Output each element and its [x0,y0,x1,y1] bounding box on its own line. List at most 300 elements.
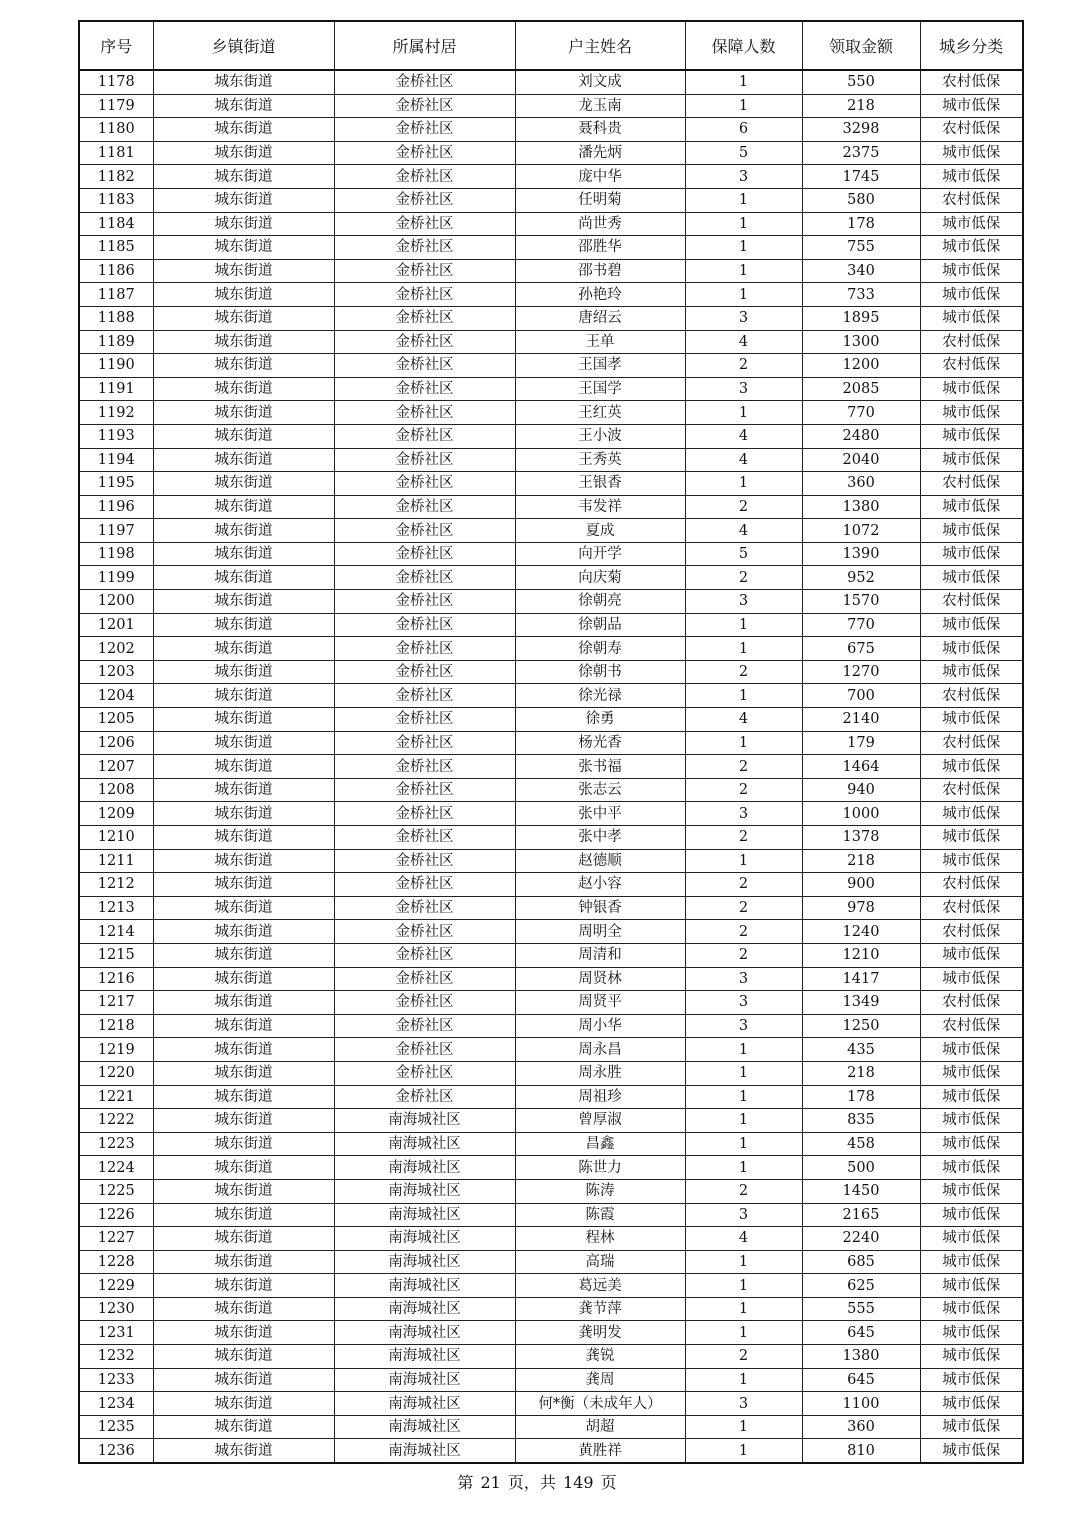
cell-covered-persons: 1 [685,259,802,283]
cell-householder: 何*衡（未成年人） [515,1392,685,1416]
cell-householder: 王国孝 [515,354,685,378]
cell-householder: 王单 [515,330,685,354]
cell-village: 金桥社区 [334,849,515,873]
cell-category: 城市低保 [920,1227,1023,1251]
cell-village: 金桥社区 [334,613,515,637]
cell-serial: 1229 [79,1274,153,1298]
cell-serial: 1210 [79,826,153,850]
cell-town: 城东街道 [153,306,334,330]
cell-category: 农村低保 [920,991,1023,1015]
cell-covered-persons: 3 [685,991,802,1015]
table-row [79,1297,1023,1321]
cell-village: 金桥社区 [334,731,515,755]
header-village: 所属村居 [334,21,515,70]
cell-covered-persons: 1 [685,849,802,873]
cell-serial: 1224 [79,1156,153,1180]
cell-covered-persons: 2 [685,826,802,850]
cell-covered-persons: 2 [685,1179,802,1203]
cell-covered-persons: 2 [685,943,802,967]
cell-village: 金桥社区 [334,424,515,448]
cell-category: 农村低保 [920,118,1023,142]
cell-village: 南海城社区 [334,1227,515,1251]
table-row [79,1061,1023,1085]
cell-serial: 1187 [79,283,153,307]
cell-town: 城东街道 [153,1038,334,1062]
cell-category: 农村低保 [920,354,1023,378]
cell-amount: 1380 [802,1345,920,1369]
cell-householder: 胡超 [515,1415,685,1439]
cell-town: 城东街道 [153,1109,334,1133]
cell-village: 金桥社区 [334,212,515,236]
cell-town: 城东街道 [153,1415,334,1439]
cell-amount: 218 [802,849,920,873]
cell-category: 城市低保 [920,708,1023,732]
cell-category: 城市低保 [920,1061,1023,1085]
cell-amount: 435 [802,1038,920,1062]
cell-covered-persons: 1 [685,94,802,118]
cell-category: 农村低保 [920,873,1023,897]
cell-category: 城市低保 [920,566,1023,590]
table-row [79,920,1023,944]
cell-village: 南海城社区 [334,1250,515,1274]
cell-town: 城东街道 [153,70,334,94]
table-row [79,943,1023,967]
cell-village: 金桥社区 [334,259,515,283]
cell-town: 城东街道 [153,165,334,189]
cell-householder: 高瑞 [515,1250,685,1274]
cell-category: 城市低保 [920,1321,1023,1345]
cell-village: 金桥社区 [334,755,515,779]
table-row [79,991,1023,1015]
cell-householder: 聂科贵 [515,118,685,142]
cell-covered-persons: 1 [685,1061,802,1085]
cell-amount: 360 [802,1415,920,1439]
cell-covered-persons: 3 [685,306,802,330]
cell-town: 城东街道 [153,354,334,378]
cell-householder: 黄胜祥 [515,1439,685,1463]
cell-householder: 杨光香 [515,731,685,755]
cell-covered-persons: 1 [685,1250,802,1274]
cell-village: 金桥社区 [334,826,515,850]
cell-town: 城东街道 [153,967,334,991]
cell-serial: 1215 [79,943,153,967]
cell-serial: 1200 [79,590,153,614]
cell-town: 城东街道 [153,660,334,684]
cell-covered-persons: 1 [685,613,802,637]
cell-serial: 1223 [79,1132,153,1156]
cell-serial: 1190 [79,354,153,378]
cell-amount: 2040 [802,448,920,472]
cell-covered-persons: 1 [685,1297,802,1321]
cell-amount: 1380 [802,495,920,519]
cell-amount: 770 [802,613,920,637]
cell-town: 城东街道 [153,141,334,165]
cell-householder: 刘文成 [515,70,685,94]
cell-town: 城东街道 [153,259,334,283]
cell-village: 金桥社区 [334,778,515,802]
table-row [79,259,1023,283]
cell-town: 城东街道 [153,94,334,118]
table-row [79,94,1023,118]
cell-amount: 218 [802,94,920,118]
cell-village: 金桥社区 [334,519,515,543]
cell-covered-persons: 1 [685,1321,802,1345]
cell-amount: 1570 [802,590,920,614]
cell-town: 城东街道 [153,566,334,590]
cell-amount: 178 [802,212,920,236]
table-row [79,70,1023,94]
cell-householder: 张志云 [515,778,685,802]
cell-amount: 580 [802,188,920,212]
cell-covered-persons: 1 [685,70,802,94]
cell-householder: 程林 [515,1227,685,1251]
cell-town: 城东街道 [153,991,334,1015]
table-row [79,188,1023,212]
cell-serial: 1221 [79,1085,153,1109]
cell-amount: 2375 [802,141,920,165]
cell-town: 城东街道 [153,236,334,260]
cell-town: 城东街道 [153,1392,334,1416]
cell-category: 城市低保 [920,802,1023,826]
cell-covered-persons: 2 [685,660,802,684]
cell-town: 城东街道 [153,849,334,873]
cell-serial: 1199 [79,566,153,590]
cell-amount: 625 [802,1274,920,1298]
cell-covered-persons: 2 [685,896,802,920]
table-row [79,1392,1023,1416]
cell-householder: 任明菊 [515,188,685,212]
cell-serial: 1208 [79,778,153,802]
cell-serial: 1183 [79,188,153,212]
cell-town: 城东街道 [153,283,334,307]
cell-category: 城市低保 [920,1392,1023,1416]
cell-householder: 周永昌 [515,1038,685,1062]
cell-village: 金桥社区 [334,94,515,118]
cell-category: 城市低保 [920,1085,1023,1109]
cell-householder: 龚明发 [515,1321,685,1345]
table-row [79,519,1023,543]
cell-category: 城市低保 [920,283,1023,307]
cell-village: 南海城社区 [334,1132,515,1156]
cell-covered-persons: 3 [685,1392,802,1416]
cell-category: 农村低保 [920,590,1023,614]
cell-village: 金桥社区 [334,1014,515,1038]
cell-category: 城市低保 [920,1203,1023,1227]
table-row [79,967,1023,991]
table-row [79,849,1023,873]
cell-covered-persons: 2 [685,1345,802,1369]
cell-town: 城东街道 [153,920,334,944]
cell-householder: 潘先炳 [515,141,685,165]
cell-village: 南海城社区 [334,1392,515,1416]
cell-village: 金桥社区 [334,283,515,307]
cell-amount: 1378 [802,826,920,850]
cell-amount: 1250 [802,1014,920,1038]
cell-village: 金桥社区 [334,1038,515,1062]
cell-householder: 龙玉南 [515,94,685,118]
cell-amount: 2240 [802,1227,920,1251]
cell-serial: 1202 [79,637,153,661]
cell-covered-persons: 2 [685,778,802,802]
cell-householder: 钟银香 [515,896,685,920]
table-row [79,165,1023,189]
cell-covered-persons: 1 [685,1274,802,1298]
table-row [79,1156,1023,1180]
cell-householder: 龚周 [515,1368,685,1392]
cell-householder: 周明全 [515,920,685,944]
cell-amount: 2165 [802,1203,920,1227]
header-town: 乡镇街道 [153,21,334,70]
cell-householder: 周永胜 [515,1061,685,1085]
header-category: 城乡分类 [920,21,1023,70]
cell-town: 城东街道 [153,118,334,142]
cell-village: 南海城社区 [334,1368,515,1392]
cell-covered-persons: 1 [685,1132,802,1156]
cell-covered-persons: 3 [685,802,802,826]
cell-serial: 1225 [79,1179,153,1203]
cell-serial: 1196 [79,495,153,519]
cell-serial: 1207 [79,755,153,779]
cell-serial: 1188 [79,306,153,330]
cell-category: 城市低保 [920,1439,1023,1463]
cell-amount: 218 [802,1061,920,1085]
cell-town: 城东街道 [153,1250,334,1274]
cell-householder: 张中平 [515,802,685,826]
cell-category: 城市低保 [920,212,1023,236]
cell-covered-persons: 1 [685,637,802,661]
cell-serial: 1227 [79,1227,153,1251]
cell-category: 城市低保 [920,826,1023,850]
cell-town: 城东街道 [153,212,334,236]
cell-village: 金桥社区 [334,637,515,661]
table-row [79,896,1023,920]
cell-amount: 2085 [802,377,920,401]
cell-householder: 周贤平 [515,991,685,1015]
cell-amount: 458 [802,1132,920,1156]
cell-town: 城东街道 [153,1368,334,1392]
cell-category: 城市低保 [920,1132,1023,1156]
cell-householder: 徐朝品 [515,613,685,637]
cell-category: 城市低保 [920,967,1023,991]
table-row [79,542,1023,566]
cell-category: 城市低保 [920,1250,1023,1274]
cell-householder: 周清和 [515,943,685,967]
cell-householder: 赵小容 [515,873,685,897]
cell-amount: 1270 [802,660,920,684]
cell-amount: 1100 [802,1392,920,1416]
table-row [79,637,1023,661]
cell-householder: 庞中华 [515,165,685,189]
cell-serial: 1234 [79,1392,153,1416]
cell-householder: 张书福 [515,755,685,779]
cell-category: 农村低保 [920,70,1023,94]
cell-amount: 733 [802,283,920,307]
cell-amount: 940 [802,778,920,802]
cell-serial: 1220 [79,1061,153,1085]
cell-serial: 1179 [79,94,153,118]
cell-covered-persons: 2 [685,873,802,897]
cell-householder: 徐勇 [515,708,685,732]
cell-serial: 1219 [79,1038,153,1062]
table-row [79,1345,1023,1369]
cell-householder: 夏成 [515,519,685,543]
cell-category: 城市低保 [920,849,1023,873]
cell-category: 城市低保 [920,660,1023,684]
cell-covered-persons: 3 [685,1203,802,1227]
cell-village: 南海城社区 [334,1297,515,1321]
cell-amount: 685 [802,1250,920,1274]
cell-town: 城东街道 [153,708,334,732]
cell-village: 金桥社区 [334,943,515,967]
cell-amount: 1072 [802,519,920,543]
cell-town: 城东街道 [153,778,334,802]
cell-village: 金桥社区 [334,70,515,94]
table-row [79,566,1023,590]
cell-category: 城市低保 [920,1368,1023,1392]
table-row [79,1203,1023,1227]
cell-covered-persons: 4 [685,448,802,472]
cell-amount: 675 [802,637,920,661]
cell-covered-persons: 1 [685,472,802,496]
cell-covered-persons: 4 [685,1227,802,1251]
cell-covered-persons: 1 [685,731,802,755]
cell-householder: 邵胜华 [515,236,685,260]
cell-village: 金桥社区 [334,118,515,142]
cell-serial: 1191 [79,377,153,401]
cell-category: 城市低保 [920,637,1023,661]
cell-town: 城东街道 [153,1345,334,1369]
table-row [79,755,1023,779]
cell-covered-persons: 2 [685,755,802,779]
cell-category: 城市低保 [920,755,1023,779]
cell-amount: 3298 [802,118,920,142]
table-row [79,708,1023,732]
cell-village: 金桥社区 [334,306,515,330]
cell-village: 金桥社区 [334,991,515,1015]
cell-village: 金桥社区 [334,141,515,165]
page-number-footer: 第 21 页，共 149 页 [457,1473,617,1492]
cell-town: 城东街道 [153,896,334,920]
table-row [79,330,1023,354]
table-row [79,472,1023,496]
cell-category: 城市低保 [920,259,1023,283]
cell-serial: 1235 [79,1415,153,1439]
cell-householder: 徐朝亮 [515,590,685,614]
table-row [79,141,1023,165]
cell-town: 城东街道 [153,401,334,425]
cell-village: 金桥社区 [334,542,515,566]
cell-covered-persons: 3 [685,590,802,614]
cell-serial: 1226 [79,1203,153,1227]
cell-householder: 张中孝 [515,826,685,850]
cell-village: 金桥社区 [334,1061,515,1085]
cell-town: 城东街道 [153,1227,334,1251]
cell-householder: 周贤林 [515,967,685,991]
table-row [79,1415,1023,1439]
cell-amount: 755 [802,236,920,260]
cell-village: 金桥社区 [334,920,515,944]
table-row [79,283,1023,307]
cell-town: 城东街道 [153,330,334,354]
table-row [79,401,1023,425]
table-row [79,377,1023,401]
cell-town: 城东街道 [153,1085,334,1109]
cell-covered-persons: 3 [685,967,802,991]
cell-amount: 1390 [802,542,920,566]
cell-amount: 555 [802,1297,920,1321]
cell-amount: 1200 [802,354,920,378]
cell-householder: 向庆菊 [515,566,685,590]
cell-town: 城东街道 [153,1274,334,1298]
table-row [79,306,1023,330]
cell-covered-persons: 4 [685,519,802,543]
cell-village: 金桥社区 [334,708,515,732]
table-row [79,1085,1023,1109]
table-row [79,1321,1023,1345]
table-header-row [79,21,1023,70]
cell-town: 城东街道 [153,519,334,543]
cell-category: 农村低保 [920,188,1023,212]
cell-amount: 978 [802,896,920,920]
cell-covered-persons: 1 [685,188,802,212]
cell-serial: 1178 [79,70,153,94]
cell-amount: 1240 [802,920,920,944]
cell-town: 城东街道 [153,731,334,755]
cell-village: 金桥社区 [334,448,515,472]
cell-householder: 向开学 [515,542,685,566]
header-covered-persons: 保障人数 [685,21,802,70]
cell-category: 农村低保 [920,1014,1023,1038]
cell-amount: 1464 [802,755,920,779]
table-row [79,613,1023,637]
cell-category: 城市低保 [920,1345,1023,1369]
cell-amount: 645 [802,1368,920,1392]
cell-village: 南海城社区 [334,1203,515,1227]
header-amount: 领取金额 [802,21,920,70]
cell-category: 农村低保 [920,778,1023,802]
cell-category: 城市低保 [920,377,1023,401]
cell-householder: 唐绍云 [515,306,685,330]
cell-amount: 340 [802,259,920,283]
cell-amount: 1745 [802,165,920,189]
cell-village: 南海城社区 [334,1274,515,1298]
cell-covered-persons: 1 [685,236,802,260]
cell-householder: 周小华 [515,1014,685,1038]
cell-village: 南海城社区 [334,1179,515,1203]
cell-covered-persons: 3 [685,165,802,189]
cell-village: 金桥社区 [334,188,515,212]
cell-householder: 王小波 [515,424,685,448]
cell-amount: 810 [802,1439,920,1463]
cell-category: 城市低保 [920,519,1023,543]
cell-category: 城市低保 [920,1415,1023,1439]
cell-village: 金桥社区 [334,967,515,991]
cell-town: 城东街道 [153,943,334,967]
cell-serial: 1182 [79,165,153,189]
cell-category: 城市低保 [920,141,1023,165]
cell-covered-persons: 1 [685,1439,802,1463]
cell-serial: 1193 [79,424,153,448]
cell-covered-persons: 1 [685,1085,802,1109]
cell-covered-persons: 1 [685,1038,802,1062]
cell-serial: 1236 [79,1439,153,1463]
table-row [79,1014,1023,1038]
cell-category: 城市低保 [920,1156,1023,1180]
cell-village: 金桥社区 [334,330,515,354]
cell-category: 城市低保 [920,236,1023,260]
cell-amount: 835 [802,1109,920,1133]
cell-covered-persons: 1 [685,212,802,236]
